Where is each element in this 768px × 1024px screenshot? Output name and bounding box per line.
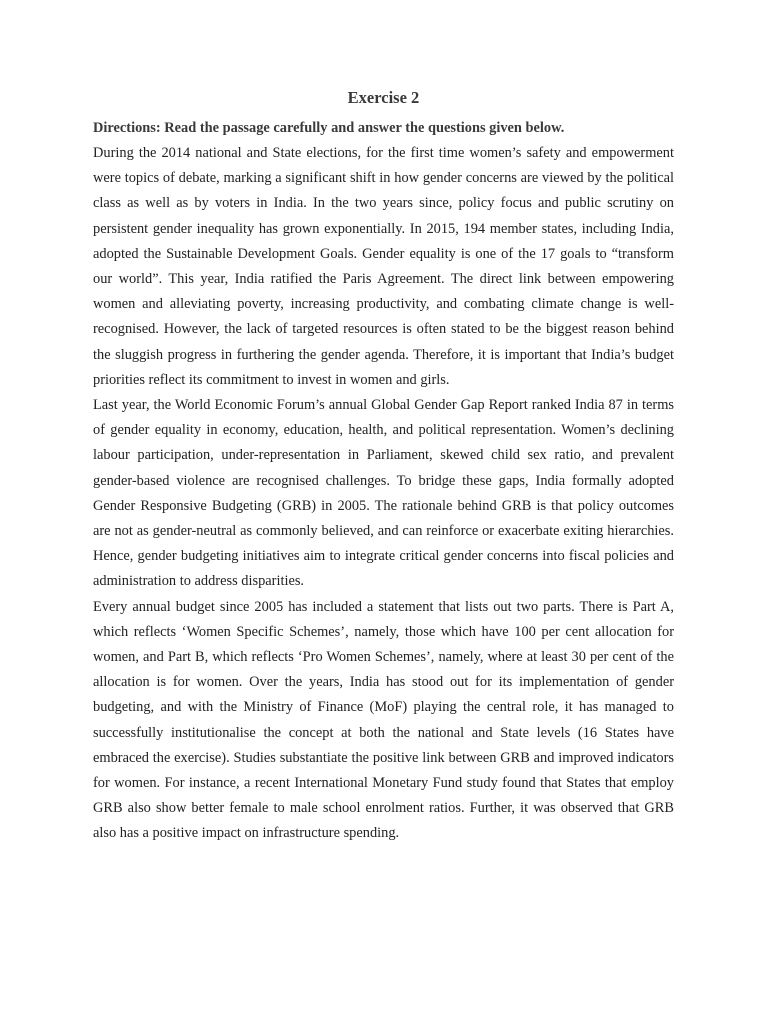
passage-paragraph-3: Every annual budget since 2005 has included a statement that lists out two parts. There is Part A, which reflects ‘Women Specific Schemes’, namely, those which have 100 per cent allocation for women, and Part B, which reflects ‘Pro Women Schemes’, namely, where at least 30 per cent of the allocation is for women. Over the years, India has stood out for its implementation of gender budgeting, and with the Ministry of Finance (MoF) playing the central role, it has managed to successfully institutionalise the concept at both the national and State levels (16 States have embraced the exercise). Studies substantiate the positive link between GRB and improved indicators for women. For instance, a recent International Monetary Fund study found that States that employ GRB also show better female to male school enrolment ratios. Further, it was observed that GRB also has a positive impact on infrastructure spending. bbox=[93, 598, 674, 842]
directions-text: Directions: Read the passage carefully and answer the questions given below. bbox=[93, 120, 565, 136]
passage-paragraph-1: During the 2014 national and State elections, for the first time women’s safety and empowerment were topics of debate, marking a significant shift in how gender concerns are viewed by the political class as well as by voters in India. In the two years since, policy focus and public scrutiny on persistent gender inequality has grown exponentially. In 2015, 194 member states, including India, adopted the Sustainable Development Goals. Gender equality is one of the 17 goals to “transform our world”. This year, India ratified the Paris Agreement. The direct link between empowering women and alleviating poverty, increasing productivity, and combating climate change is well-recognised. However, the lack of targeted resources is often stated to be the biggest reason behind the sluggish progress in furthering the gender agenda. Therefore, it is important that India’s budget priorities reflect its commitment to invest in women and girls. bbox=[93, 145, 674, 388]
passage-paragraph-2: Last year, the World Economic Forum’s annual Global Gender Gap Report ranked India 87 in terms of gender equality in economy, education, health, and political representation. Women’s declining labour participation, under-representation in Parliament, skewed child sex ratio, and prevalent gender-based violence are recognised challenges. To bridge these gaps, India formally adopted Gender Responsive Budgeting (GRB) in 2005. The rationale behind GRB is that policy outcomes are not as gender-neutral as commonly believed, and can reinforce or exacerbate exiting hierarchies. Hence, gender budgeting initiatives aim to integrate critical gender concerns into fiscal policies and administration to address disparities. bbox=[93, 397, 674, 590]
document-page bbox=[93, 86, 674, 847]
exercise-title: Exercise 2 bbox=[347, 88, 420, 107]
